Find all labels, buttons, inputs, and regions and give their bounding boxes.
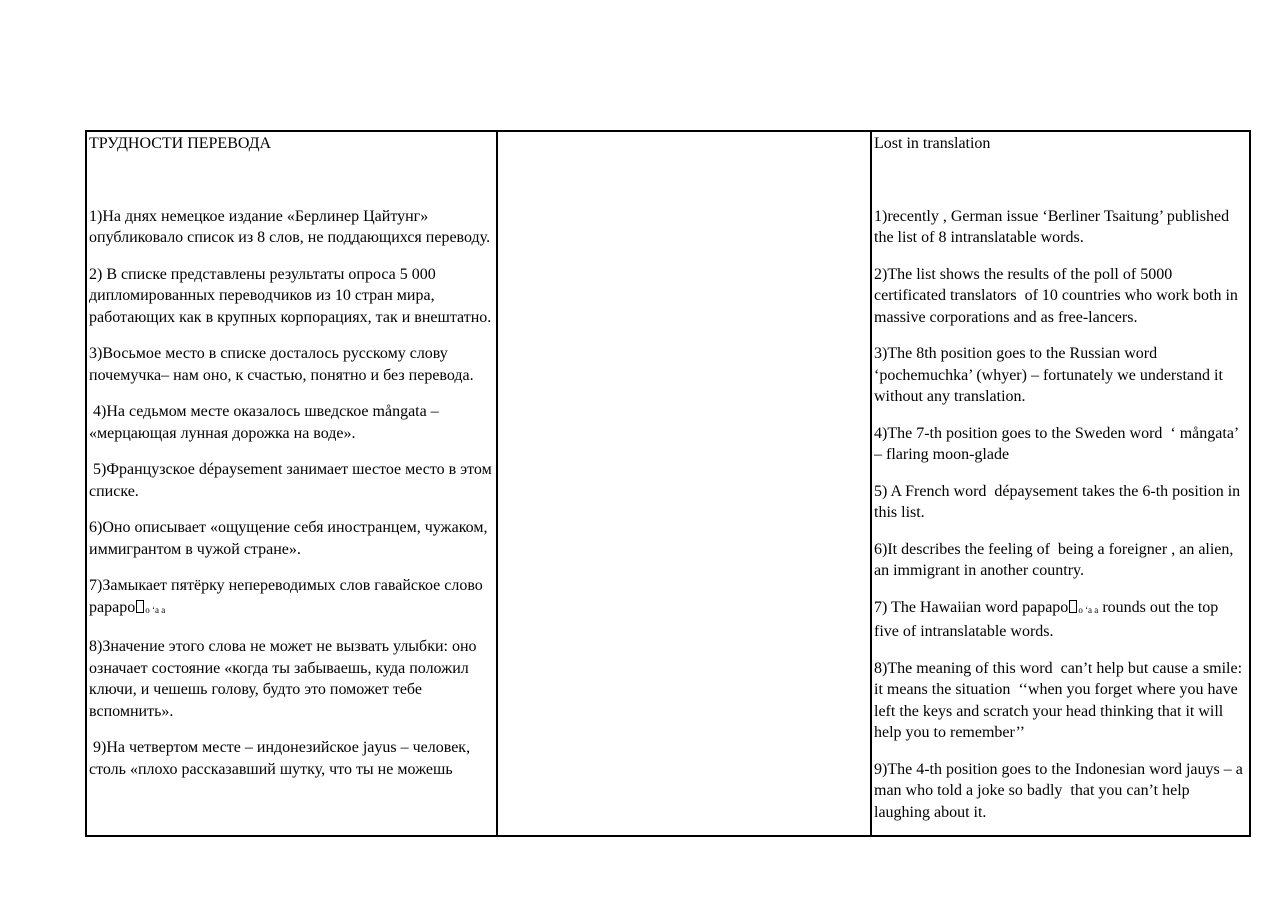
empty-middle-column	[498, 132, 872, 835]
english-paragraph-8: 8)The meaning of this word can’t help but cause a smile: it means the situation ‘‘when you forget where you have left the keys and scratch your head thinking that it will help you to remember’’	[874, 659, 1247, 741]
russian-paragraph-5: 5)Французское dépaysement занимает шестое место в этом списке.	[89, 461, 496, 500]
english-paragraph-7-tail: rounds out the top five of intranslatable words.	[874, 598, 1223, 640]
russian-paragraph-7	[89, 575, 494, 621]
russian-paragraph-8: 8)Значение этого слова не может не вызвать улыбки: оно означает состояние «когда ты забываешь, куда положил ключи, и чешешь голову, будто это поможет тебе вспомнить».	[89, 638, 481, 720]
russian-paragraph-6: 6)Оно описывает «ощущение себя иностранцем, чужаком, иммигрантом в чужой стране».	[89, 519, 492, 558]
english-paragraph-1: 1)recently , German issue ‘Berliner Tsaitung’ published the list of 8 intranslatable words.	[874, 207, 1234, 246]
english-paragraph-9: 9)The 4-th position goes to the Indonesian word jauys – a man who told a joke so badly that you can’t help laughing about it.	[874, 760, 1247, 821]
russian-column	[87, 132, 498, 835]
english-title: Lost in translation	[874, 135, 991, 152]
russian-paragraph-7-text: 7)Замыкает пятёрку непереводимых слов гавайское слово papapo	[89, 577, 487, 616]
russian-paragraph-9: 9)На четвертом месте – индонезийское jayus – человек, столь «плохо рассказавший шутку, что ты не можешь	[89, 739, 475, 778]
translation-table	[85, 130, 1251, 837]
russian-paragraph-1: 1)На днях немецкое издание «Берлинер Цайтунг» опубликовало список из 8 слов, не поддающихся переводу.	[89, 207, 491, 246]
missing-glyph-icon	[136, 600, 144, 613]
english-paragraph-6: 6)It describes the feeling of being a foreigner , an alien, an immigrant in another country.	[874, 540, 1238, 579]
english-paragraph-4: 4)The 7-th position goes to the Sweden word ‘ mångata’ – flaring moon-glade	[874, 424, 1243, 463]
russian-paragraph-4: 4)На седьмом месте оказалось шведское mångata – «мерцающая лунная дорожка на воде».	[89, 403, 443, 442]
english-paragraph-7-text: 7) The Hawaiian word papapo	[874, 598, 1069, 616]
russian-paragraph-2: 2) В списке представлены результаты опроса 5 000 дипломированных переводчиков из 10 стран мира, работающих как в крупных корпорациях, так и внештатно.	[89, 265, 492, 326]
english-paragraph-3: 3)The 8th position goes to the Russian word ‘pochemuchka’ (whyer) – fortunately we understand it without any translation.	[874, 345, 1227, 405]
english-paragraph-5: 5) A French word dépaysement takes the 6-th position in this list.	[874, 482, 1245, 521]
english-paragraph-2: 2)The list shows the results of the poll of 5000 certificated translators of 10 countries who work both in massive corporations and as free-lancers.	[874, 265, 1242, 326]
russian-title: ТРУДНОСТИ ПЕРЕВОДА	[89, 135, 272, 152]
spacer	[89, 155, 494, 206]
english-column	[872, 132, 1249, 835]
english-paragraph-7	[874, 597, 1247, 643]
russian-paragraph-3: 3)Восьмое место в списке досталось русскому слову почемучка– нам оно, к счастью, понятно и без перевода.	[89, 345, 474, 384]
missing-glyph-icon	[1069, 600, 1077, 613]
russian-paragraph-7-glyphs: o ʻa a	[145, 604, 166, 615]
english-paragraph-7-glyphs: o ʻa a	[1078, 604, 1099, 615]
spacer	[874, 155, 1247, 206]
